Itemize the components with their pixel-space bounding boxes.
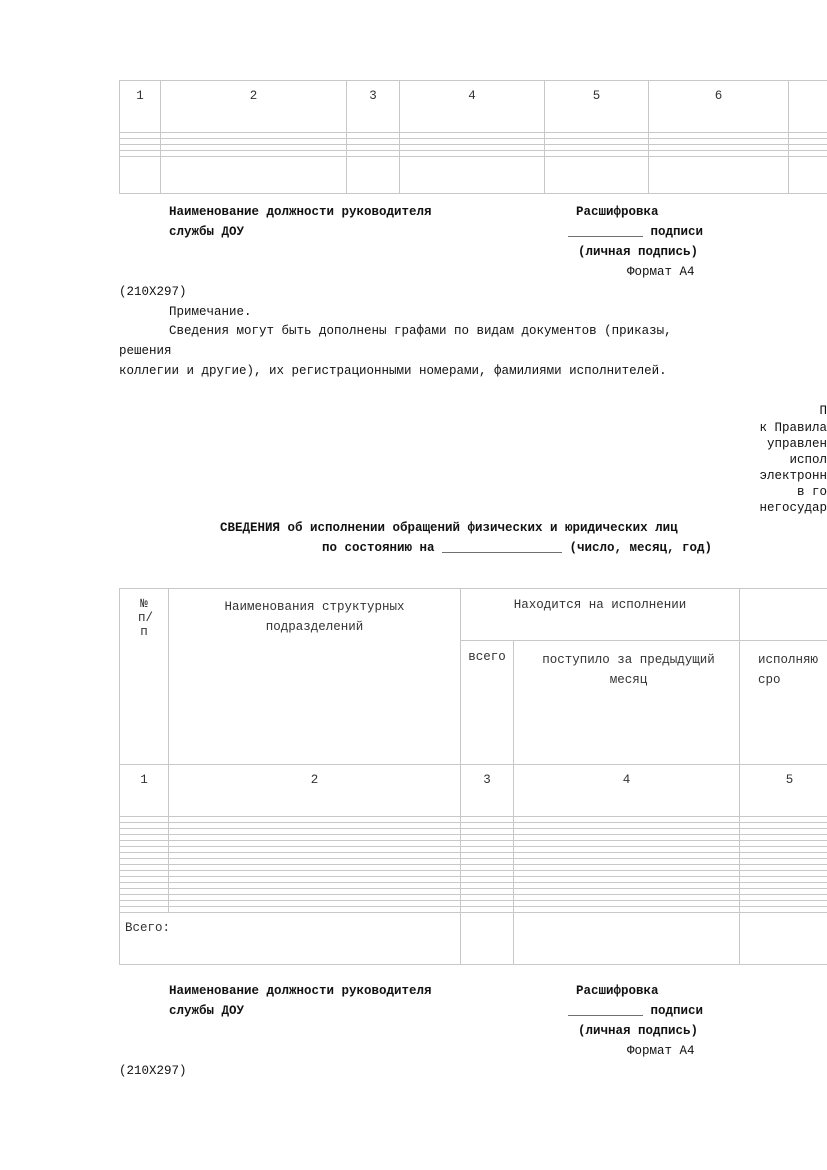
- decode-label: Расшифровка: [576, 984, 659, 998]
- decode-label: Расшифровка: [576, 205, 659, 219]
- header-num: № п/п: [120, 589, 169, 765]
- col-number-2: 2: [161, 81, 347, 133]
- appendix-line: управлен: [766, 437, 827, 451]
- table-row: [120, 157, 827, 194]
- col-number-7: [789, 81, 827, 133]
- paper-format: Формат А4: [627, 1044, 695, 1058]
- col-number-4: 4: [514, 765, 740, 817]
- col-number-1: 1: [120, 81, 161, 133]
- col-number-4: 4: [400, 81, 545, 133]
- col-number-1: 1: [120, 765, 169, 817]
- note-line: Сведения могут быть дополнены графами по видам документов (приказы,: [169, 324, 672, 338]
- appendix-line: в го: [796, 485, 827, 499]
- total-label: Всего:: [120, 913, 461, 965]
- appendix-line: негосудар: [759, 501, 827, 515]
- position-label: Наименование должности руководителя: [169, 205, 432, 219]
- appendix-line: электронн: [759, 469, 827, 483]
- note-title: Примечание.: [169, 305, 252, 319]
- col-number-2: 2: [169, 765, 461, 817]
- appendix-line: испол: [789, 453, 827, 467]
- table-appeals: [119, 588, 827, 965]
- personal-signature-label: (личная подпись): [578, 245, 699, 259]
- paper-format: Формат А4: [627, 265, 695, 279]
- appendix-line: П: [819, 404, 827, 418]
- header-total: всего: [461, 641, 514, 765]
- note-line: решения: [119, 344, 172, 358]
- signature-line: __________ подписи: [568, 225, 704, 239]
- paper-size: (210X297): [119, 285, 187, 299]
- col-number-5: 5: [740, 765, 827, 817]
- appendix-line: к Правила: [759, 421, 827, 435]
- col-number-6: 6: [649, 81, 789, 133]
- table-summary-top: [119, 80, 827, 194]
- signature-line: __________ подписи: [568, 1004, 704, 1018]
- header-in-progress: Находится на исполнении: [461, 589, 740, 641]
- col-number-3: 3: [347, 81, 400, 133]
- position-label: Наименование должности руководителя: [169, 984, 432, 998]
- report-title: СВЕДЕНИЯ об исполнении обращений физических и юридических лиц: [220, 521, 678, 535]
- paper-size: (210X297): [119, 1064, 187, 1078]
- position-label-cont: службы ДОУ: [169, 1004, 245, 1018]
- note-line: коллегии и другие), их регистрационными номерами, фамилиями исполнителей.: [119, 364, 667, 378]
- header-prev-month: поступило за предыдущий месяц: [514, 641, 740, 765]
- report-date-line: по состоянию на ________________ (число, месяц, год): [322, 541, 713, 555]
- col-number-3: 3: [461, 765, 514, 817]
- position-label-cont: службы ДОУ: [169, 225, 245, 239]
- total-row: [120, 913, 827, 965]
- header-units: Наименования структурных подразделений: [169, 589, 461, 765]
- col-number-5: 5: [545, 81, 649, 133]
- personal-signature-label: (личная подпись): [578, 1024, 699, 1038]
- header-executing: исполняю сро: [740, 641, 827, 765]
